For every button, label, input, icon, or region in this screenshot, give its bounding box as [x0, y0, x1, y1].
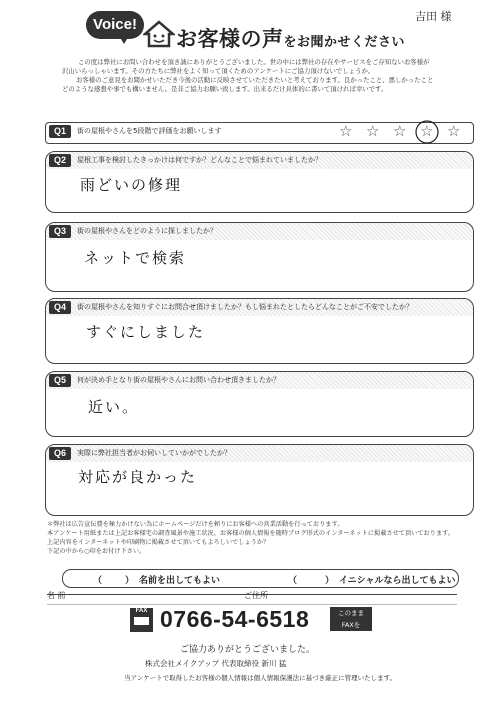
fax-box-line: FAXを [341, 621, 361, 629]
star-icon[interactable]: ☆ [366, 122, 380, 140]
intro-line: どのような感想や事でも構いません。是非ご協力お願い致します。出来るだけ具体的に書いて頂ければ幸いです。 [62, 85, 388, 93]
selection-circle-icon [414, 119, 440, 145]
question-number: Q4 [49, 301, 71, 314]
page-title [176, 23, 405, 53]
question-number: Q2 [49, 154, 71, 167]
footer-company: 株式会社メイクアップ 代表取締役 新川 猛 [145, 659, 287, 668]
handwritten-answer[interactable]: すぐにしました [86, 323, 206, 341]
fax-box-line: このまま [338, 609, 364, 617]
question-text: 街の屋根やさんを5段階で評価をお願いします [77, 127, 222, 135]
fax-instruction-box [330, 607, 372, 631]
handwritten-customer-name: 吉田 様 [415, 10, 452, 23]
footer-thanks: ご協力ありがとうございました。 [180, 645, 316, 655]
question-box-q3 [45, 222, 474, 292]
house-logo-icon [143, 20, 175, 52]
intro-line: 沢山いらっしゃいます。その方たちに弊社をよく知って頂くためのアンケートにご協力頂けないでしょうか。 [62, 67, 375, 75]
note-line: 本アンケート用紙または上記お客様宅の調査風景や施工状況、お客様の個人情報を随時ブログ形式のインターネットに掲載させて頂いております。 [47, 530, 454, 537]
handwritten-answer[interactable]: 近い。 [88, 398, 140, 416]
handwritten-answer[interactable]: 対応が良かった [78, 468, 198, 486]
title-part-2: 声 [262, 27, 284, 51]
question-box-q6 [45, 444, 474, 516]
question-number: Q3 [49, 225, 71, 238]
question-box-q1 [45, 122, 474, 144]
question-box-q4 [45, 298, 474, 364]
question-number: Q6 [49, 447, 71, 460]
question-box-q2 [45, 151, 474, 213]
voice-badge-tail [118, 34, 130, 44]
consent-option-name[interactable]: 名前を出してもよい [139, 576, 221, 586]
footer-privacy: 当アンケートで取得したお客様の個人情報は個人情報保護法に基づき厳正に管理いたします。 [124, 674, 397, 682]
voice-badge: Voice! [86, 11, 144, 39]
fax-number[interactable]: 0766-54-6518 [160, 606, 310, 632]
question-text: 実際に弊社担当者がお伺いしていかがでしたか？ [77, 449, 231, 457]
question-text: 何が決め手となり街の屋根やさんにお問い合わせ頂きましたか？ [77, 376, 280, 384]
fax-machine-icon [130, 608, 153, 632]
handwritten-answer[interactable]: 雨どいの修理 [80, 176, 183, 194]
name-label: 名 前 [47, 591, 66, 600]
consent-option-initial[interactable]: イニシャルなら出してもよい [339, 576, 456, 586]
question-number: Q5 [49, 374, 71, 387]
question-box-q5 [45, 371, 474, 437]
question-number: Q1 [49, 125, 71, 138]
name-address-bottom-rule [47, 604, 457, 605]
star-icon[interactable]: ☆ [339, 122, 353, 140]
question-text: 街の屋根やさんをどのように探しましたか？ [77, 227, 217, 235]
paren-open: （ [288, 576, 298, 586]
title-part-1: お客様の [176, 27, 262, 51]
intro-line: この度は弊社にお問い合わせを頂き誠にありがとうございました。世の中には弊社の存在やサービスをご存知ないお客様が [78, 58, 430, 66]
note-line: 上記内容をインターネットや印刷物に掲載させて頂いてもよろしいでしょうか？ [47, 539, 270, 546]
title-part-3: をお聞かせください [283, 35, 406, 50]
question-text: 屋根工事を検討したきっかけは何ですか？どんなことで悩まれていましたか？ [77, 156, 322, 164]
paren-close: ） [325, 576, 335, 586]
consent-options-row [62, 569, 459, 588]
star-icon[interactable]: ☆ [393, 122, 407, 140]
question-text: 街の屋根やさんを知りすぐにお問合せ頂けましたか？もし悩まれたとしたらどんなことがご不安でしたか？ [77, 303, 413, 311]
star-icon[interactable]: ☆ [447, 122, 461, 140]
note-line: ＊弊社は広告宣伝費を極力かけない為にホームページだけを頼りにお客様への営業活動を行っております。 [47, 521, 344, 528]
fax-icon-label: FAX [135, 608, 148, 614]
paren-close: ） [125, 576, 135, 586]
address-label: ご住所 [244, 591, 268, 600]
star-icon-selected[interactable]: ☆ [420, 122, 434, 140]
handwritten-answer[interactable]: ネットで検索 [84, 249, 187, 267]
intro-line: お客様のご意見をお聞かせいただき今後の活動に反映させていただきたいと考えております。良かったこと、悪しかったこと [76, 76, 434, 84]
paren-open: （ [93, 576, 103, 586]
note-line: 下記の中から○印をお付け下さい。 [47, 548, 146, 555]
